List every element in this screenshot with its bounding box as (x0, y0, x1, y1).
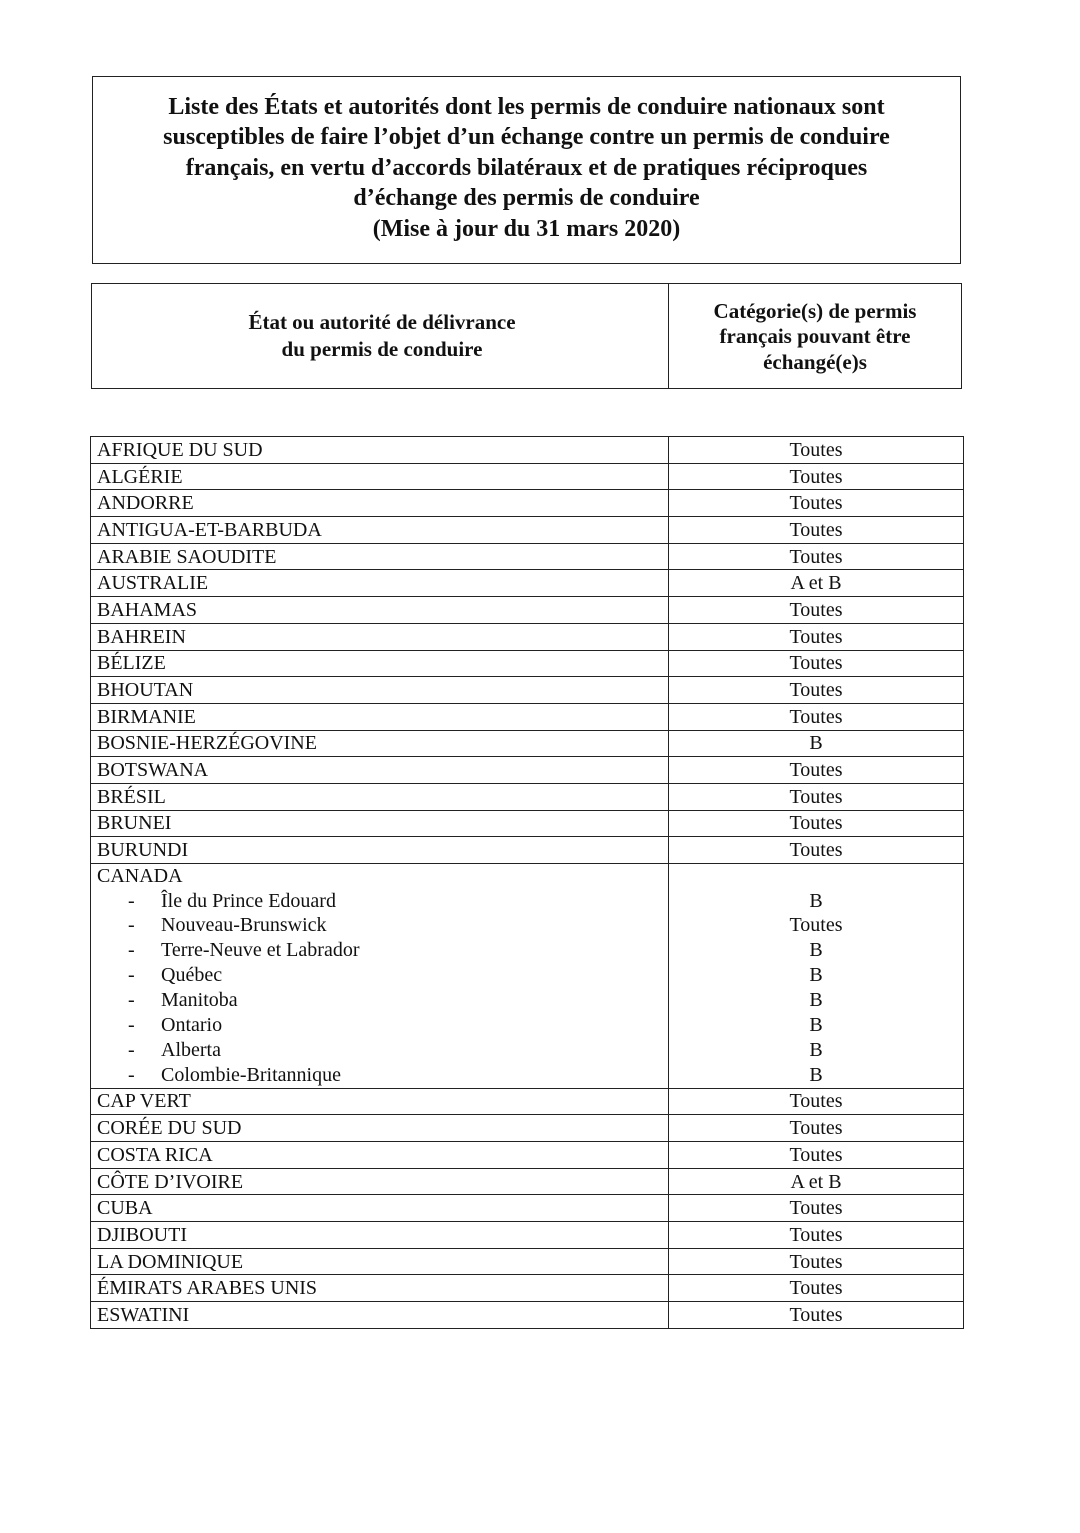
permits-table-body (91, 437, 964, 1329)
table-row (91, 1275, 964, 1302)
category-cell: Toutes (669, 650, 964, 677)
state-cell: BAHAMAS (91, 597, 669, 624)
state-cell: CAP VERT (91, 1088, 669, 1115)
title-line: susceptibles de faire l’objet d’un échange contre un permis de conduire (163, 124, 890, 151)
table-row (91, 730, 964, 757)
table-row (91, 677, 964, 704)
table-row (91, 1168, 964, 1195)
table-row (91, 1195, 964, 1222)
state-cell: ANTIGUA-ET-BARBUDA (91, 517, 669, 544)
list-dash: - (128, 939, 135, 962)
header-category-column (669, 284, 961, 388)
province-item (91, 988, 668, 1013)
list-dash: - (128, 1038, 135, 1061)
category-cell-canada (669, 864, 964, 1089)
state-cell: CÔTE D’IVOIRE (91, 1168, 669, 1195)
category-cell: Toutes (669, 463, 964, 490)
header-state-column (92, 284, 669, 388)
table-row (91, 1115, 964, 1142)
state-cell: ALGÉRIE (91, 463, 669, 490)
state-cell: ESWATINI (91, 1302, 669, 1329)
province-category: B (809, 1063, 823, 1086)
table-row (91, 650, 964, 677)
state-cell: CORÉE DU SUD (91, 1115, 669, 1142)
category-cell: Toutes (669, 437, 964, 464)
province-category: B (809, 964, 823, 987)
state-cell: ÉMIRATS ARABES UNIS (91, 1275, 669, 1302)
table-row (91, 623, 964, 650)
table-row (91, 1222, 964, 1249)
category-cell: Toutes (669, 1195, 964, 1222)
province-category: B (809, 989, 823, 1012)
category-cell: Toutes (669, 490, 964, 517)
province-item (91, 1013, 668, 1038)
table-row (91, 543, 964, 570)
province-name: Ontario (161, 1013, 223, 1036)
province-name: Terre-Neuve et Labrador (161, 939, 360, 962)
state-cell: CUBA (91, 1195, 669, 1222)
category-cell: Toutes (669, 1302, 964, 1329)
category-cell: Toutes (669, 1248, 964, 1275)
header-state-line: du permis de conduire (281, 337, 483, 361)
state-cell: BRUNEI (91, 810, 669, 837)
table-row (91, 463, 964, 490)
table-row (91, 837, 964, 864)
state-cell: LA DOMINIQUE (91, 1248, 669, 1275)
list-dash: - (128, 889, 135, 912)
category-cell: Toutes (669, 837, 964, 864)
category-cell: B (669, 730, 964, 757)
state-cell: BIRMANIE (91, 703, 669, 730)
province-item (91, 913, 668, 938)
header-category-line: français pouvant être (719, 324, 911, 349)
category-cell: Toutes (669, 1115, 964, 1142)
province-name: Alberta (161, 1038, 221, 1061)
category-cell: Toutes (669, 597, 964, 624)
table-row (91, 1248, 964, 1275)
state-cell: BURUNDI (91, 837, 669, 864)
province-item (91, 938, 668, 963)
state-cell: AUSTRALIE (91, 570, 669, 597)
state-cell: AFRIQUE DU SUD (91, 437, 669, 464)
document-title (92, 76, 961, 264)
table-row (91, 783, 964, 810)
title-line: Liste des États et autorités dont les permis de conduire nationaux sont (168, 93, 885, 120)
category-cell: Toutes (669, 1275, 964, 1302)
table-row (91, 570, 964, 597)
province-category: B (809, 1013, 823, 1036)
table-row (91, 1088, 964, 1115)
category-cell: Toutes (669, 1088, 964, 1115)
category-cell: A et B (669, 570, 964, 597)
header-category-line: échangé(e)s (763, 349, 867, 374)
category-cell: Toutes (669, 677, 964, 704)
province-item (91, 889, 668, 914)
table-row-canada (91, 864, 964, 1089)
table-row (91, 490, 964, 517)
state-cell: DJIBOUTI (91, 1222, 669, 1249)
province-category: B (809, 889, 823, 912)
province-name: Nouveau-Brunswick (161, 914, 327, 937)
state-cell: ARABIE SAOUDITE (91, 543, 669, 570)
state-cell: ANDORRE (91, 490, 669, 517)
province-item (91, 1038, 668, 1063)
state-cell: BAHREIN (91, 623, 669, 650)
category-cell: Toutes (669, 517, 964, 544)
category-cell: Toutes (669, 1142, 964, 1169)
table-row (91, 810, 964, 837)
category-cell: Toutes (669, 783, 964, 810)
category-cell: Toutes (669, 757, 964, 784)
table-row (91, 1302, 964, 1329)
table-header (91, 283, 962, 389)
list-dash: - (128, 1063, 135, 1086)
category-cell: Toutes (669, 810, 964, 837)
state-cell: BÉLIZE (91, 650, 669, 677)
category-cell: A et B (669, 1168, 964, 1195)
category-cell: Toutes (669, 623, 964, 650)
province-item (91, 963, 668, 988)
state-cell-canada (91, 864, 669, 1089)
state-cell: COSTA RICA (91, 1142, 669, 1169)
title-line: d’échange des permis de conduire (353, 185, 700, 212)
category-cell: Toutes (669, 543, 964, 570)
permits-table (90, 436, 964, 1329)
list-dash: - (128, 964, 135, 987)
province-item (91, 1063, 668, 1088)
province-name: Île du Prince Edouard (161, 889, 336, 912)
state-cell: BHOUTAN (91, 677, 669, 704)
province-category: B (809, 939, 823, 962)
header-state-line: État ou autorité de délivrance (248, 310, 516, 334)
category-cell: Toutes (669, 1222, 964, 1249)
list-dash: - (128, 1013, 135, 1036)
province-name: Manitoba (161, 989, 238, 1012)
title-update-date: (Mise à jour du 31 mars 2020) (372, 215, 681, 242)
list-dash: - (128, 989, 135, 1012)
province-category: B (809, 1038, 823, 1061)
province-name: Colombie-Britannique (161, 1063, 341, 1086)
category-cell: Toutes (669, 703, 964, 730)
state-cell: BRÉSIL (91, 783, 669, 810)
table-row (91, 703, 964, 730)
header-category-line: Catégorie(s) de permis (713, 298, 917, 323)
title-line: français, en vertu d’accords bilatéraux et de pratiques réciproques (185, 154, 868, 181)
province-category: Toutes (789, 914, 843, 937)
list-dash: - (128, 914, 135, 937)
state-cell: BOSNIE-HERZÉGOVINE (91, 730, 669, 757)
table-row (91, 517, 964, 544)
canada-label: CANADA (97, 865, 183, 887)
state-cell: BOTSWANA (91, 757, 669, 784)
province-name: Québec (161, 964, 223, 987)
table-row (91, 757, 964, 784)
table-row (91, 1142, 964, 1169)
table-row (91, 597, 964, 624)
table-row (91, 437, 964, 464)
